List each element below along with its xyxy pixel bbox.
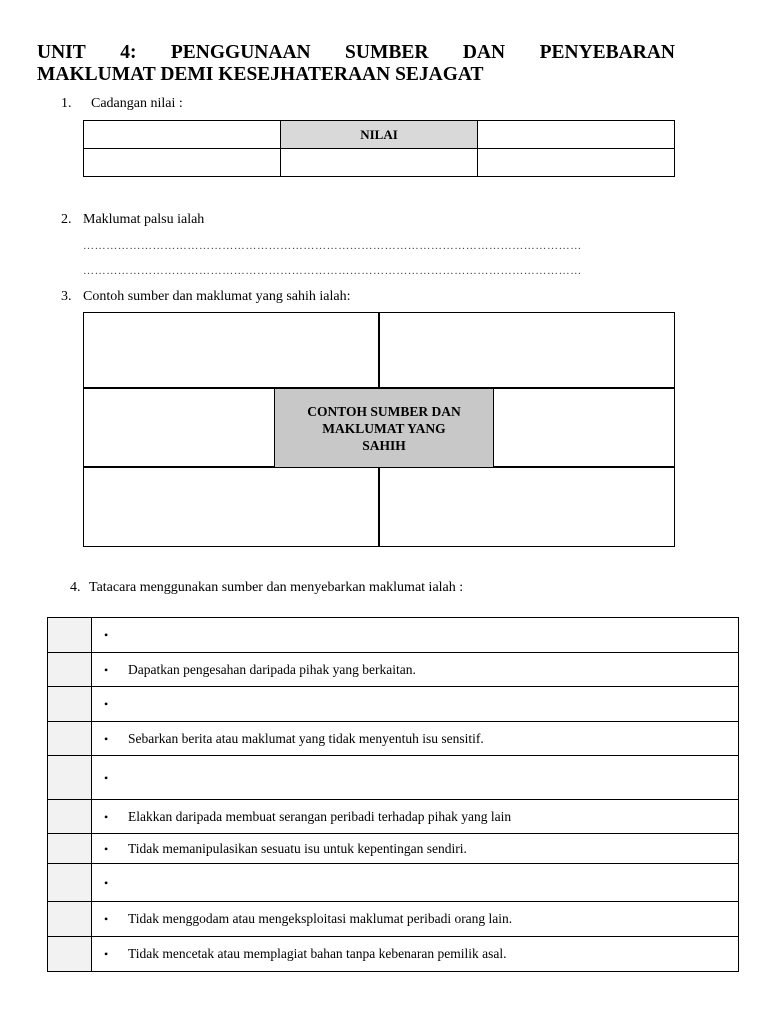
row-text-cell[interactable] [92, 756, 739, 800]
title-word: 4: [120, 42, 137, 63]
row-text-cell [92, 653, 739, 687]
answer-line[interactable]: ………………………………………………………………………………………………………………… [83, 240, 582, 252]
answer-line[interactable]: ………………………………………………………………………………………………………………… [83, 265, 582, 277]
table-row [48, 902, 739, 937]
q2-text: Maklumat palsu ialah [83, 212, 205, 227]
table-row [48, 722, 739, 756]
row-text-cell [92, 800, 739, 834]
row-text-cell[interactable] [92, 864, 739, 902]
row-number-cell[interactable] [48, 687, 92, 722]
title-word: PENGGUNAAN [170, 42, 311, 63]
bullet-icon: • [104, 770, 109, 785]
bullet-icon: • [104, 697, 109, 711]
q4-text: Tatacara menggunakan sumber dan menyebarkan maklumat ialah : [89, 580, 464, 595]
q4-number: 4. [70, 580, 81, 595]
title-word: DAN [462, 42, 506, 63]
table-row [48, 800, 739, 834]
tatacara-table [47, 617, 739, 972]
table-row [48, 756, 739, 800]
page-title [37, 42, 675, 86]
title-word: PENYEBARAN [539, 42, 675, 63]
bullet-icon: • [104, 875, 109, 890]
nilai-cell-input[interactable] [281, 149, 478, 177]
q2-number: 2. [61, 212, 72, 227]
row-number-cell[interactable] [48, 864, 92, 902]
nilai-cell-input[interactable] [84, 121, 281, 149]
table-row [48, 834, 739, 864]
bullet-icon: • [104, 841, 109, 856]
table-row [48, 864, 739, 902]
table-row [48, 687, 739, 722]
table-row [48, 653, 739, 687]
bullet-icon: • [104, 662, 109, 677]
table-row [48, 937, 739, 972]
title-line-1 [37, 42, 675, 64]
bullet-icon: • [104, 809, 109, 824]
row-number-cell[interactable] [48, 653, 92, 687]
q1-text: Cadangan nilai : [91, 96, 183, 111]
row-text-cell[interactable] [92, 687, 739, 722]
row-number-cell[interactable] [48, 756, 92, 800]
row-text: Tidak menggodam atau mengeksploitasi maklumat peribadi orang lain. [128, 911, 513, 926]
q3-text: Contoh sumber dan maklumat yang sahih ialah: [83, 289, 351, 304]
row-text: Elakkan daripada membuat serangan peribadi terhadap pihak yang lain [128, 808, 512, 824]
row-text-cell[interactable] [92, 618, 739, 653]
row-number-cell[interactable] [48, 902, 92, 937]
nilai-cell-input[interactable] [478, 121, 675, 149]
q1-number: 1. [61, 96, 72, 111]
row-text: Tidak mencetak atau memplagiat bahan tanpa kebenaran pemilik asal. [128, 946, 507, 961]
nilai-table [83, 120, 675, 177]
row-text: Sebarkan berita atau maklumat yang tidak menyentuh isu sensitif. [128, 730, 484, 746]
row-number-cell[interactable] [48, 937, 92, 972]
bullet-icon: • [104, 731, 109, 746]
title-word: UNIT [37, 42, 86, 63]
bullet-icon: • [104, 947, 109, 961]
row-text: Tidak memanipulasikan sesuatu isu untuk kepentingan sendiri. [128, 840, 467, 856]
nilai-cell-input[interactable] [84, 149, 281, 177]
title-word: SUMBER [345, 42, 429, 63]
row-text-cell [92, 722, 739, 756]
bullet-icon: • [104, 628, 109, 642]
row-number-cell[interactable] [48, 618, 92, 653]
row-text-cell [92, 902, 739, 937]
bullet-icon: • [104, 912, 109, 926]
row-text-cell [92, 834, 739, 864]
center-label-text: CONTOH SUMBER DAN MAKLUMAT YANG SAHIH [307, 403, 461, 453]
nilai-header: NILAI [281, 121, 478, 149]
title-line-2: MAKLUMAT DEMI KESEJHATERAAN SEJAGAT [37, 64, 484, 85]
row-text-cell [92, 937, 739, 972]
row-number-cell[interactable] [48, 834, 92, 864]
row-number-cell[interactable] [48, 800, 92, 834]
row-text: Dapatkan pengesahan daripada pihak yang berkaitan. [128, 661, 416, 677]
table-row [48, 618, 739, 653]
contoh-sumber-center-label [274, 388, 494, 468]
grid-divider [378, 466, 380, 546]
grid-divider [378, 312, 380, 388]
nilai-cell-input[interactable] [478, 149, 675, 177]
row-number-cell[interactable] [48, 722, 92, 756]
q3-number: 3. [61, 289, 72, 304]
